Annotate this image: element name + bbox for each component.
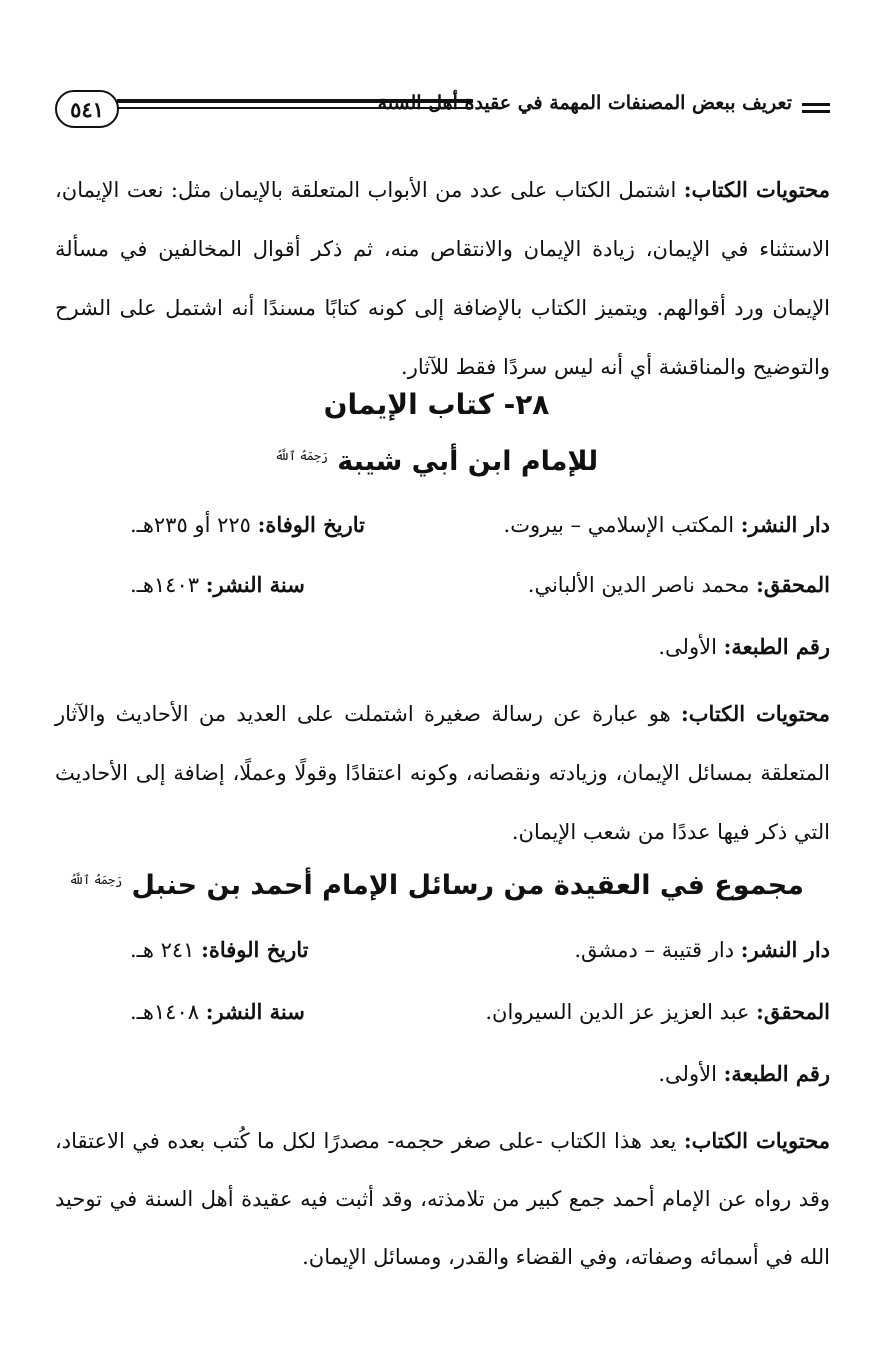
- edition-line: [55, 1061, 830, 1086]
- contents-label: محتويات الكتاب:: [680, 701, 830, 726]
- death-value: ٢٢٥ أو ٢٣٥هـ.: [130, 513, 258, 537]
- pubyear-value: ١٤٠٨هـ.: [130, 1000, 206, 1024]
- publisher-value: المكتب الإسلامي – بيروت.: [503, 513, 741, 537]
- death-label: تاريخ الوفاة:: [201, 937, 309, 962]
- page-number: ٥٤١: [55, 90, 119, 128]
- edition-label: رقم الطبعة:: [723, 634, 830, 659]
- pubyear-value: ١٤٠٣هـ.: [130, 573, 206, 597]
- publisher-label: دار النشر:: [740, 937, 830, 962]
- contents-text: اشتمل الكتاب على عدد من الأبواب المتعلقة بالإيمان مثل: نعت الإيمان، الاستثناء في الإيمان، زيادة الإيمان والانتقاص منه، ثم ذكر أقوال المخالفين في مسألة الإيمان ورد أقوالهم. ويتميز الكتاب بالإضافة إلى كونه كتابًا مسندًا أنه اشتمل على الشرح والتوضيح والمناقشة أي أنه ليس سردًا فقط للآثار.: [55, 178, 830, 379]
- publisher-label: دار النشر:: [740, 512, 830, 537]
- editor-value: محمد ناصر الدين الألباني.: [527, 573, 757, 597]
- book-contents: [55, 1112, 830, 1286]
- contents-text: يعد هذا الكتاب -على صغر حجمه- مصدرًا لكل ما كُتب بعده في الاعتقاد، وقد رواه عن الإمام أحمد جمع كبير من تلامذته، وقد أثبت فيه عقيدة أهل السنة في توحيد الله في أسمائه وصفاته، وفي القضاء والقدر، ومسائل الإيمان.: [55, 1129, 830, 1269]
- book-contents: [55, 684, 830, 862]
- contents-text: هو عبارة عن رسالة صغيرة اشتملت على العديد من الأحاديث والآثار المتعلقة بمسائل الإيمان، وزيادته ونقصانه، وكونه اعتقادًا وقولًا وعملًا، إضافة إلى الأحاديث التي ذكر فيها عددًا من شعب الإيمان.: [55, 702, 830, 844]
- running-title: تعريف ببعض المصنفات المهمة في عقيدة أهل السنة: [377, 92, 792, 114]
- prev-book-contents: [55, 160, 830, 397]
- editor-label: المحقق:: [756, 572, 830, 597]
- edition-label: رقم الطبعة:: [723, 1061, 830, 1086]
- book-author: [0, 446, 873, 477]
- death-label: تاريخ الوفاة:: [257, 512, 365, 537]
- meta-row-editor: [55, 999, 830, 1033]
- publisher-value: دار قتيبة – دمشق.: [574, 938, 741, 962]
- honorific: رَحِمَهُ ٱللَّهُ: [274, 449, 328, 463]
- running-header: [55, 86, 830, 134]
- editor-label: المحقق:: [756, 999, 830, 1024]
- meta-row-editor: [55, 572, 830, 606]
- edition-value: الأولى.: [658, 635, 724, 659]
- meta-row-publisher: [55, 512, 830, 546]
- death-value: ٢٤١ هـ.: [130, 938, 202, 962]
- contents-label: محتويات الكتاب:: [683, 177, 830, 202]
- edition-value: الأولى.: [658, 1062, 724, 1086]
- book-title: [0, 870, 873, 901]
- pubyear-label: سنة النشر:: [205, 999, 305, 1024]
- book-title: ٢٨- كتاب الإيمان: [323, 388, 550, 421]
- meta-row-publisher: [55, 937, 830, 971]
- contents-label: محتويات الكتاب:: [683, 1128, 830, 1153]
- author-name: للإمام ابن أبي شيبة: [337, 446, 599, 477]
- pubyear-label: سنة النشر:: [205, 572, 305, 597]
- edition-line: [55, 634, 830, 659]
- header-ornament: [802, 103, 830, 117]
- editor-value: عبد العزيز عز الدين السيروان.: [485, 1000, 757, 1024]
- honorific: رَحِمَهُ ٱللَّهُ: [69, 873, 123, 887]
- book-title-text: مجموع في العقيدة من رسائل الإمام أحمد بن حنبل: [131, 870, 804, 901]
